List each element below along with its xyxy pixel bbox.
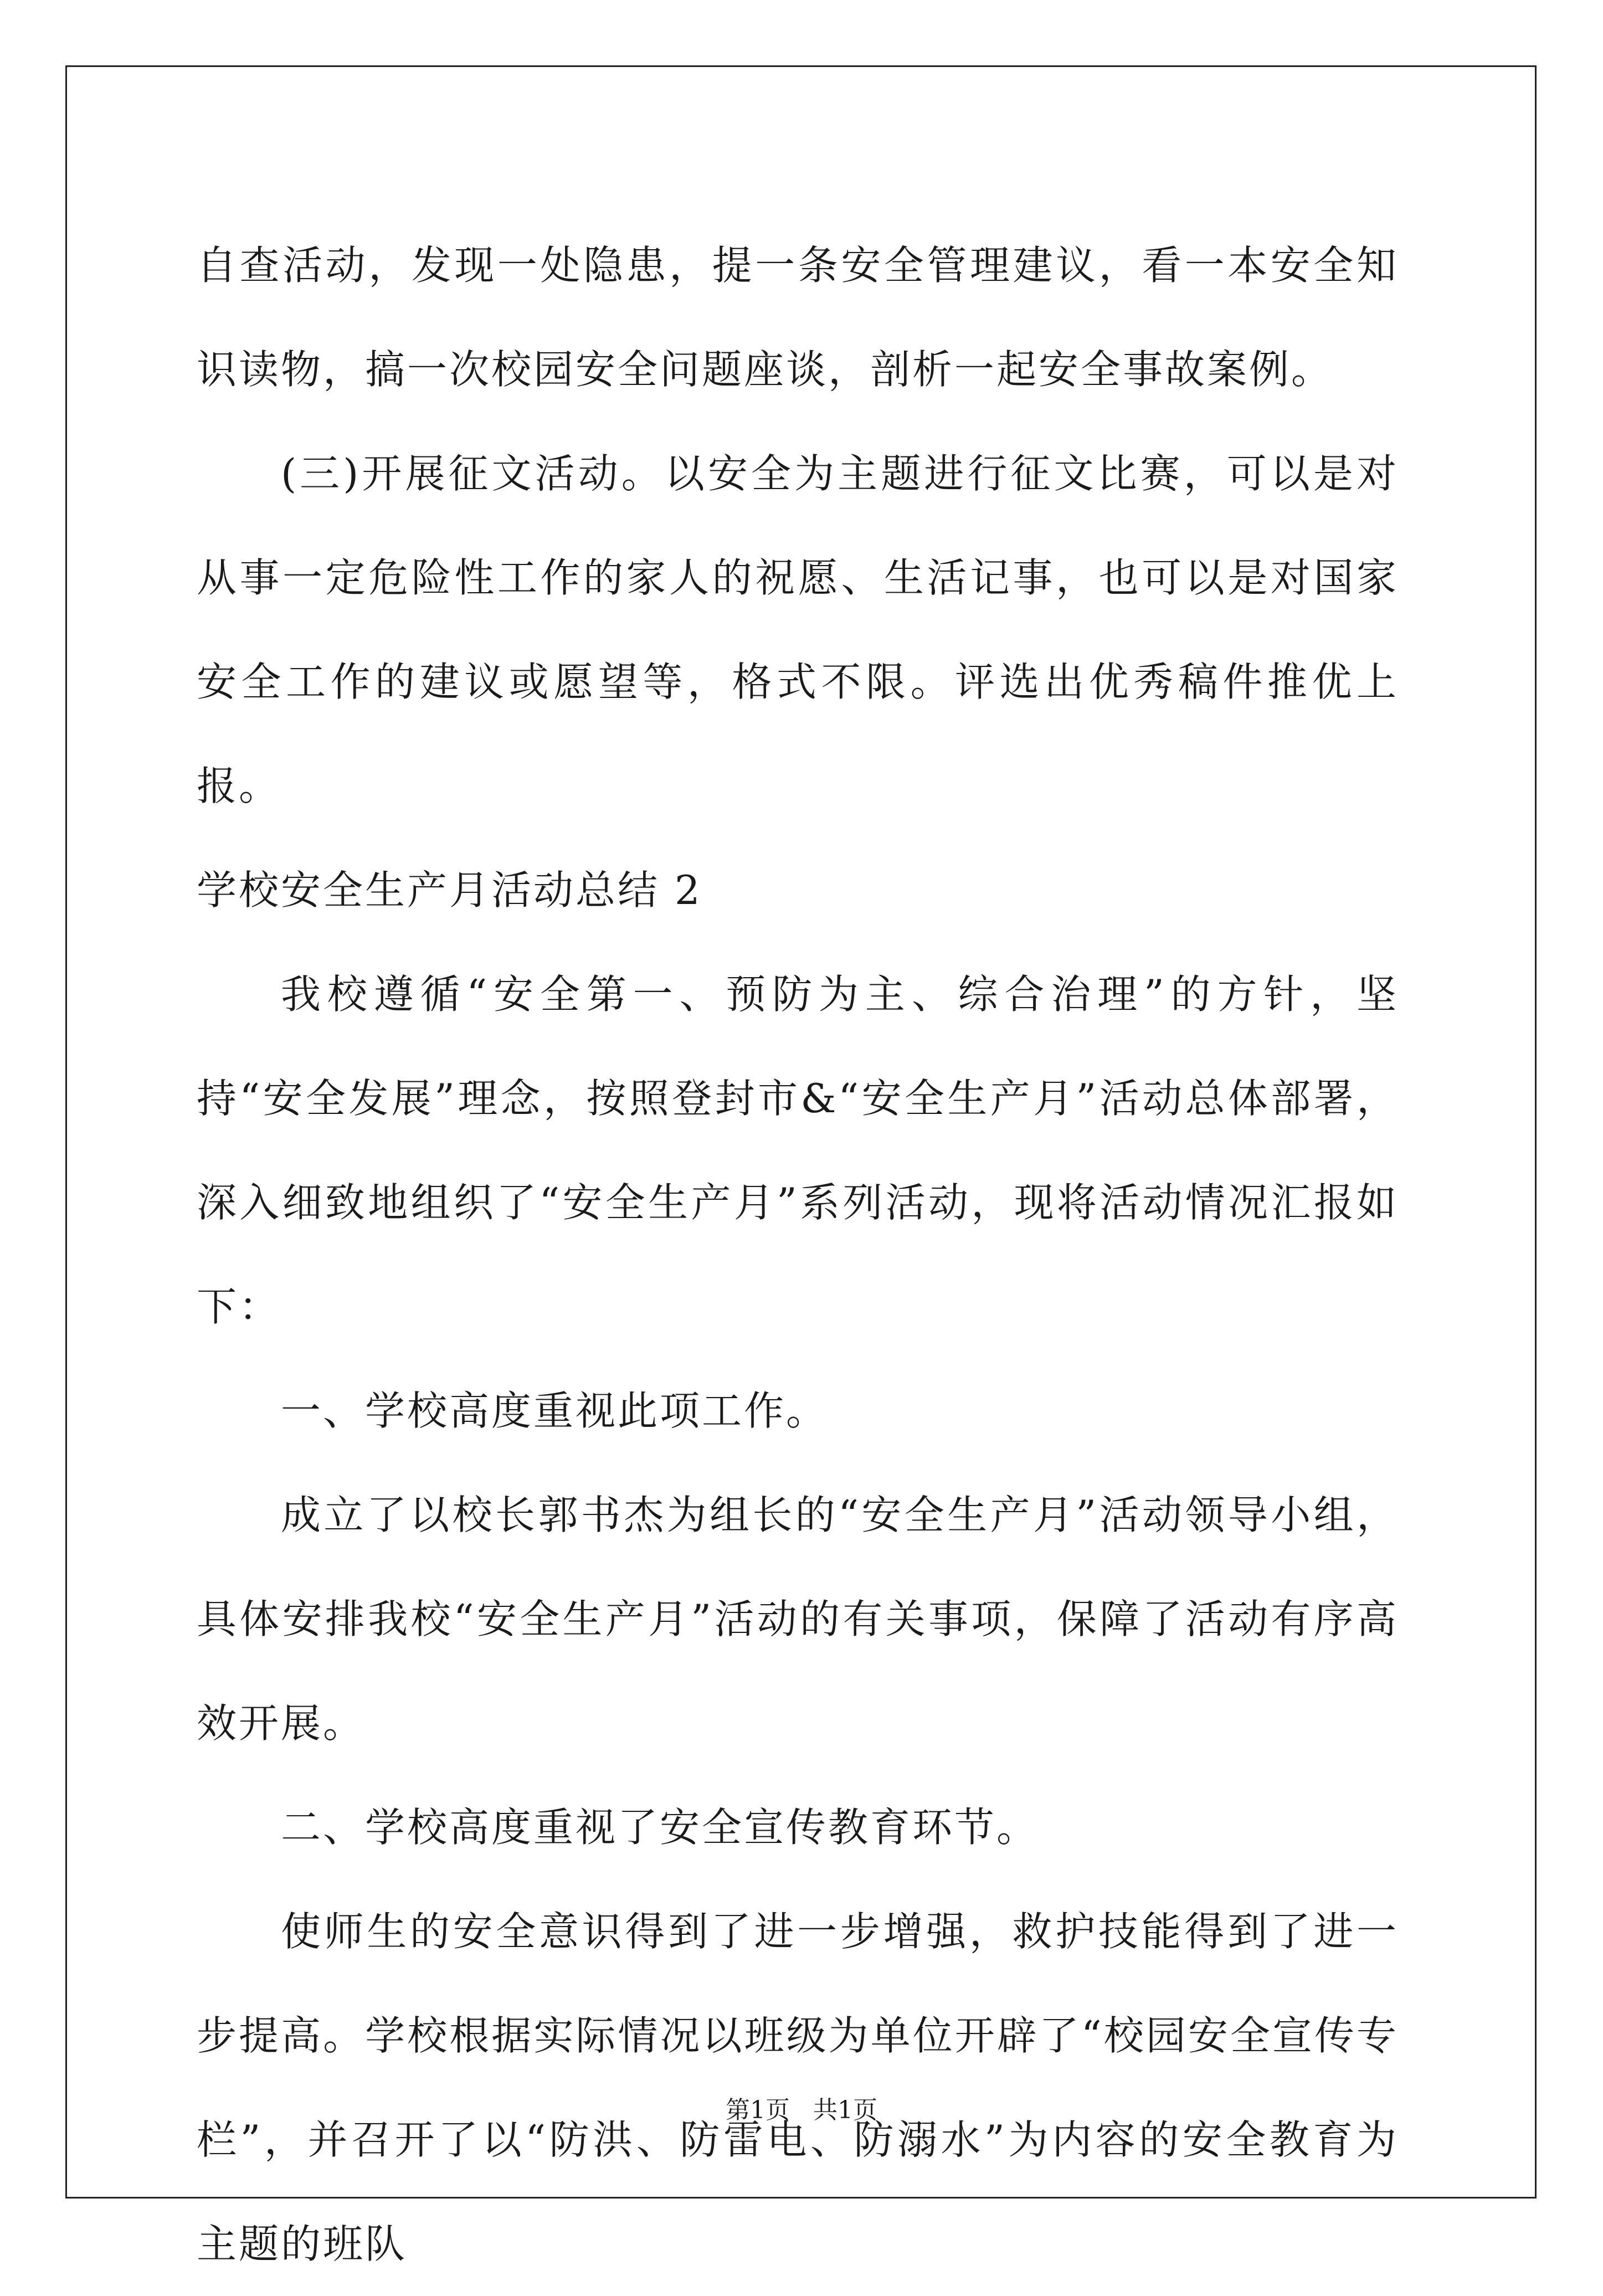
page-total: 共1页 bbox=[813, 2096, 877, 2124]
page-footer bbox=[0, 2094, 1603, 2127]
page-number: 第1页 bbox=[726, 2096, 790, 2124]
paragraph-2: (三)开展征文活动。以安全为主题进行征文比赛，可以是对从事一定危险性工作的家人的祝愿、生活记事，也可以是对国家安全工作的建议或愿望等，格式不限。评选出优秀稿件推优上报。 bbox=[197, 450, 1399, 809]
paragraph-1: 自查活动，发现一处隐患，提一条安全管理建议，看一本安全知识读物，搞一次校园安全问题座谈，剖析一起安全事故案例。 bbox=[197, 242, 1399, 393]
paragraph-7: 使师生的安全意识得到了进一步增强，救护技能得到了进一步提高。学校根据实际情况以班级为单位开辟了“校园安全宣传专栏”，并召开了以“防洪、防雷电、防溺水”为内容的安全教育为主题的班队 bbox=[197, 1908, 1399, 2267]
paragraph-3: 我校遵循“安全第一、预防为主、综合治理”的方针，坚持“安全发展”理念，按照登封市&“安全生产月”活动总体部署，深入细致地组织了“安全生产月”系列活动，现将活动情况汇报如下： bbox=[197, 971, 1399, 1330]
section-heading: 学校安全生产月活动总结 2 bbox=[197, 867, 702, 913]
paragraph-6: 二、学校高度重视了安全宣传教育环节。 bbox=[281, 1804, 1039, 1851]
paragraph-4: 一、学校高度重视此项工作。 bbox=[281, 1388, 829, 1434]
paragraph-5: 成立了以校长郭书杰为组长的“安全生产月”活动领导小组，具体安排我校“安全生产月”活动的有关事项，保障了活动有序高效开展。 bbox=[197, 1492, 1399, 1747]
document-body bbox=[197, 213, 1399, 2296]
